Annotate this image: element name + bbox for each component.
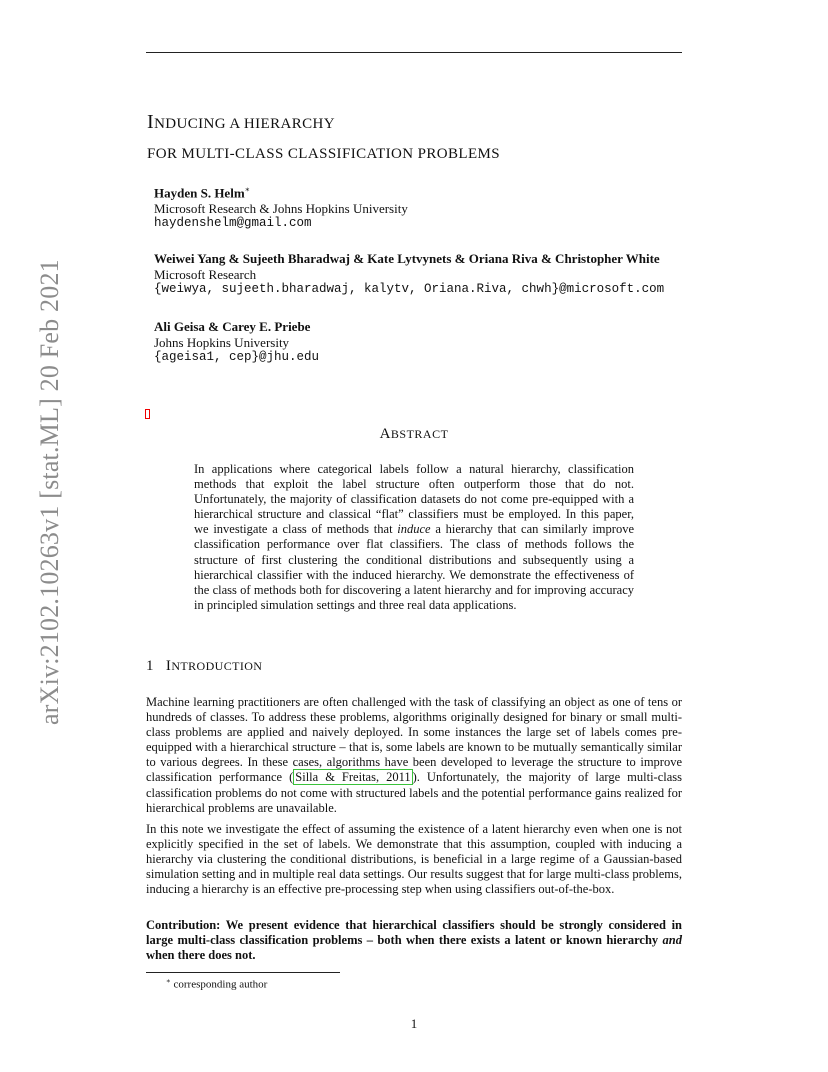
- contribution-paragraph: Contribution: We present evidence that hierarchical classifiers should be strongly considered in large multi-class classification problems – both when there exists a latent or known hierarchy and when there does not.: [146, 918, 682, 963]
- intro-paragraph-1: Machine learning practitioners are often challenged with the task of classifying an object as one of tens or hundreds of classes. To address these problems, algorithms originally designed for binary or small multi-class problems are applied and naively deployed. In some instances the large set of labels comes pre-equipped with a hierarchical structure – that is, some labels are known to be mutually semantically similar to various degrees. In these cases, algorithms have been developed to leverage the structure to improve classification performance ( Silla & Freitas, 2011 ). Unfortunately, the majority of large multi-class classification problems do not come with structured labels and the potential performance gains realized for hierarchical problems are unavailable.: [146, 695, 683, 815]
- author-block-2: [154, 251, 734, 298]
- author-block-1: [154, 182, 734, 232]
- author-email: {ageisa1, cep}@jhu.edu: [154, 350, 320, 364]
- author-email: {weiwya, sujeeth.bharadwaj, kalytv, Oriana.Riva, chwh}@microsoft.com: [154, 282, 665, 296]
- author-affiliation: Microsoft Research: [154, 266, 257, 282]
- arxiv-stamp: arXiv:2102.10263v1 [stat.ML] 20 Feb 2021: [35, 259, 64, 725]
- page-number: 1: [410, 1016, 418, 1031]
- paper-title: [147, 108, 707, 168]
- footnote: ∗ corresponding author: [166, 977, 268, 991]
- abstract-heading: ABSTRACT: [379, 426, 449, 442]
- author-affiliation: Microsoft Research & Johns Hopkins University: [154, 200, 408, 216]
- author-email: haydenshelm@gmail.com: [154, 216, 312, 231]
- author-block-3: [154, 319, 734, 366]
- citation-link[interactable]: Silla & Freitas, 2011: [295, 770, 411, 785]
- header-rule: [146, 52, 682, 53]
- intro-paragraph-2: In this note we investigate the effect of assuming the existence of a latent hierarchy even when one is not explicitly specified in the set of labels. We demonstrate that this assumption, coupled with inducing a hierarchy via clustering the conditional distributions, is beneficial in a large regime of a Gaussian-based simulation setting and in multiple real data settings. Our results suggest that for large multi-class problems, inducing a hierarchy is an effective pre-processing step when using classifiers out-of-the-box.: [146, 822, 682, 897]
- red-marker: [145, 409, 150, 419]
- title-line-2: FOR MULTI-CLASS CLASSIFICATION PROBLEMS: [147, 146, 501, 162]
- section-heading-introduction: 1 INTRODUCTION: [146, 658, 263, 674]
- abstract-text: In applications where categorical labels follow a natural hierarchy, classification methods that exploit the label structure often outperform those that do not. Unfortunately, the majority of classification datasets do not come pre-equipped with a hierarchical structure and classical “flat” classifiers must be employed. In this paper, we investigate a class of methods that induce a hierarchy that can similarly improve classification performance over flat classifiers. The class of methods follows the structure of first clustering the conditional distributions and subsequently using a hierarchical classifier with the induced hierarchy. We demonstrate the effectiveness of the class of methods both for discovering a latent hierarchy and for improving accuracy in principled simulation settings and three real data applications.: [194, 462, 634, 612]
- title-line-1: INDUCING A HIERARCHY: [147, 111, 336, 133]
- author-name: Weiwei Yang & Sujeeth Bharadwaj & Kate Lytvynets & Oriana Riva & Christopher White: [154, 251, 660, 266]
- author-name: Hayden S. Helm∗: [154, 185, 251, 201]
- footnote-rule: [146, 972, 340, 973]
- author-affiliation: Johns Hopkins University: [154, 334, 290, 350]
- author-name: Ali Geisa & Carey E. Priebe: [154, 319, 311, 334]
